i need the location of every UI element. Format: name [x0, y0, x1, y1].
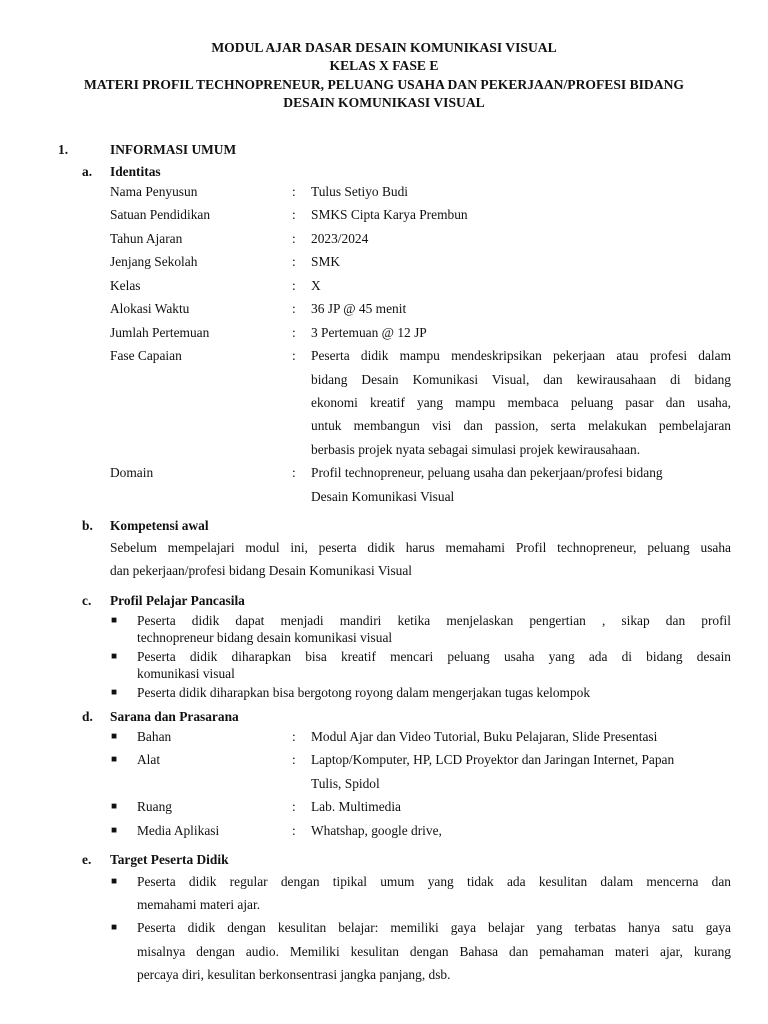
identitas-colon: :: [292, 231, 296, 246]
identitas-label: Tahun Ajaran: [110, 231, 183, 246]
kompetensi-line: dan pekerjaan/profesi bidang Desain Komunikasi Visual: [110, 563, 413, 578]
sarana-colon: :: [292, 823, 296, 838]
sarana-value-ruang: Lab. Multimedia: [311, 799, 401, 814]
target-item-line: memahami materi ajar.: [137, 897, 261, 912]
fase-capaian-line: Peserta didik mampu mendeskripsikan pekerjaan atau profesi dalam: [311, 348, 731, 363]
subsection-letter-d: d.: [82, 709, 93, 724]
fase-capaian-line: berbasis projek nyata sebagai simulasi projek kewirausahaan.: [311, 442, 641, 457]
identitas-label: Jenjang Sekolah: [110, 254, 198, 269]
profil-item-line: Peserta didik diharapkan bisa kreatif mencari peluang usaha yang ada di bidang desain: [137, 649, 731, 664]
profil-item-line: technopreneur bidang desain komunikasi visual: [137, 630, 393, 645]
domain-line: Profil technopreneur, peluang usaha dan pekerjaan/profesi bidang: [311, 465, 663, 480]
bullet-icon: ■: [111, 615, 118, 626]
sarana-label-ruang: Ruang: [137, 799, 172, 814]
domain-label: Domain: [110, 465, 154, 480]
target-item-line: Peserta didik regular dengan tipikal umum yang tidak ada kesulitan dalam mencerna dan: [137, 874, 731, 889]
sarana-value-media: Whatshap, google drive,: [311, 823, 442, 838]
sarana-colon: :: [292, 729, 296, 744]
target-item-line: percaya diri, kesulitan berkonsentrasi jangka panjang, dsb.: [137, 967, 451, 982]
target-item-line: Peserta didik dengan kesulitan belajar: memiliki gaya belajar yang terbatas hanya satu gaya: [137, 920, 731, 935]
identitas-colon: :: [292, 254, 296, 269]
identitas-colon: :: [292, 184, 296, 199]
subsection-letter-c: c.: [82, 593, 92, 608]
domain-line: Desain Komunikasi Visual: [311, 489, 455, 504]
identitas-colon: :: [292, 301, 296, 316]
bullet-icon: ■: [111, 801, 118, 812]
identitas-label: Satuan Pendidikan: [110, 207, 211, 222]
identitas-colon: :: [292, 465, 296, 480]
sarana-value-alat-cont: Tulis, Spidol: [311, 776, 380, 791]
identitas-colon: :: [292, 278, 296, 293]
fase-capaian-line: bidang Desain Komunikasi Visual, dan kewirausahaan di bidang: [311, 372, 731, 387]
identitas-value: 36 JP @ 45 menit: [311, 301, 407, 316]
subsection-title-sarana: Sarana dan Prasarana: [110, 709, 239, 724]
fase-capaian-line: untuk membangun visi dan passion, serta melakukan pembelajaran: [311, 418, 731, 433]
identitas-colon: :: [292, 325, 296, 340]
subsection-title-target: Target Peserta Didik: [110, 852, 229, 867]
profil-item-line: komunikasi visual: [137, 666, 235, 681]
subsection-letter-a: a.: [82, 164, 93, 179]
identitas-value: Tulus Setiyo Budi: [311, 184, 408, 199]
identitas-value: SMKS Cipta Karya Prembun: [311, 207, 468, 222]
section-number: 1.: [58, 142, 69, 157]
bullet-icon: ■: [111, 731, 118, 742]
doc-title-line-4: DESAIN KOMUNIKASI VISUAL: [283, 95, 485, 110]
sarana-value-alat: Laptop/Komputer, HP, LCD Proyektor dan Jaringan Internet, Papan: [311, 752, 675, 767]
identitas-colon: :: [292, 207, 296, 222]
fase-capaian-label: Fase Capaian: [110, 348, 182, 363]
identitas-value: 2023/2024: [311, 231, 369, 246]
identitas-colon: :: [292, 348, 296, 363]
bullet-icon: ■: [111, 825, 118, 836]
subsection-letter-e: e.: [82, 852, 92, 867]
bullet-icon: ■: [111, 922, 118, 933]
subsection-title-identitas: Identitas: [110, 164, 161, 179]
sarana-colon: :: [292, 752, 296, 767]
sarana-label-bahan: Bahan: [137, 729, 172, 744]
doc-title-line-2: KELAS X FASE E: [329, 58, 439, 73]
bullet-icon: ■: [111, 876, 118, 887]
doc-title-line-3: MATERI PROFIL TECHNOPRENEUR, PELUANG USAHA DAN PEKERJAAN/PROFESI BIDANG: [84, 77, 684, 92]
section-title: INFORMASI UMUM: [110, 142, 237, 157]
profil-item-line: Peserta didik dapat menjadi mandiri ketika menjelaskan pengertian , sikap dan profil: [137, 613, 731, 628]
identitas-label: Alokasi Waktu: [110, 301, 190, 316]
identitas-label: Kelas: [110, 278, 141, 293]
target-item-line: misalnya dengan audio. Memiliki kesulitan dengan Bahasa dan pemahaman materi ajar, kurang: [137, 944, 731, 959]
sarana-value-bahan: Modul Ajar dan Video Tutorial, Buku Pelajaran, Slide Presentasi: [311, 729, 658, 744]
subsection-letter-b: b.: [82, 518, 93, 533]
bullet-icon: ■: [111, 687, 118, 698]
profil-item-line: Peserta didik diharapkan bisa bergotong royong dalam mengerjakan tugas kelompok: [137, 685, 591, 700]
identitas-label: Nama Penyusun: [110, 184, 198, 199]
identitas-label: Jumlah Pertemuan: [110, 325, 210, 340]
identitas-value: X: [311, 278, 321, 293]
doc-title-line-1: MODUL AJAR DASAR DESAIN KOMUNIKASI VISUAL: [211, 40, 557, 55]
identitas-value: 3 Pertemuan @ 12 JP: [311, 325, 427, 340]
subsection-title-profil: Profil Pelajar Pancasila: [110, 593, 245, 608]
bullet-icon: ■: [111, 651, 118, 662]
sarana-label-alat: Alat: [137, 752, 161, 767]
fase-capaian-line: ekonomi kreatif yang mampu membaca peluang pasar dan usaha,: [311, 395, 731, 410]
kompetensi-line: Sebelum mempelajari modul ini, peserta didik harus memahami Profil technopreneur, peluang usaha: [110, 540, 731, 555]
bullet-icon: ■: [111, 754, 118, 765]
sarana-label-media: Media Aplikasi: [137, 823, 220, 838]
subsection-title-kompetensi: Kompetensi awal: [110, 518, 209, 533]
sarana-colon: :: [292, 799, 296, 814]
identitas-value: SMK: [311, 254, 341, 269]
